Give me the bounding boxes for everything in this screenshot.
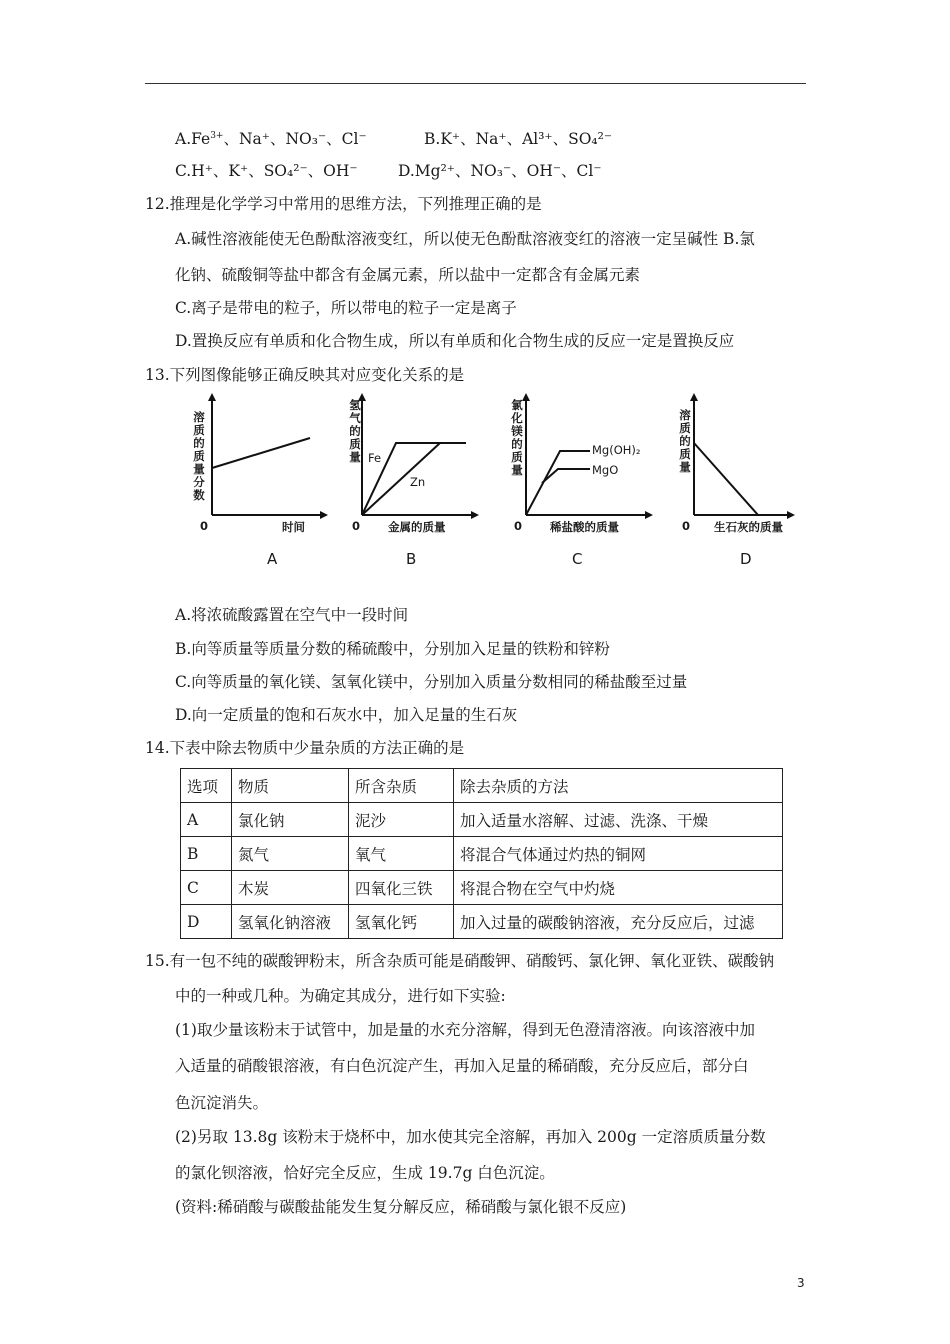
q15-note: (资料:稀硝酸与碳酸盐能发生复分解反应，稀硝酸与氯化银不反应): [175, 1198, 627, 1216]
table-header-cell: 选项: [181, 769, 232, 803]
q15-part1-line1: (1)取少量该粉末于试管中，加是量的水充分溶解，得到无色澄清溶液。向该溶液中加: [175, 1021, 755, 1039]
table-cell: 将混合物在空气中灼烧: [454, 871, 783, 905]
chart-c-series-mgo: MgO: [592, 463, 619, 477]
table-row: [181, 803, 783, 837]
chart-a-caption: A: [267, 550, 278, 568]
table-cell: C: [181, 871, 232, 905]
q11-option-c: C.H⁺、K⁺、SO₄²⁻、OH⁻: [175, 162, 358, 180]
chart-d-caption: D: [740, 550, 752, 568]
table-cell: 加入适量水溶解、过滤、洗涤、干燥: [454, 803, 783, 837]
q12-stem: 12.推理是化学学习中常用的思维方法，下列推理正确的是: [145, 195, 542, 213]
chart-d-plot: [678, 393, 800, 533]
table-header-row: [181, 769, 783, 803]
q15-stem-line2: 中的一种或几种。为确定其成分，进行如下实验:: [175, 987, 506, 1005]
table-cell: 氮气: [232, 837, 349, 871]
chart-c-plot: [510, 393, 660, 533]
table-row: [181, 837, 783, 871]
chart-d-origin: 0: [682, 519, 691, 533]
q13-charts: [170, 393, 800, 573]
table-cell: 氢氧化钠溶液: [232, 905, 349, 939]
table-cell: 氢氧化钙: [349, 905, 454, 939]
table-header-cell: 所含杂质: [349, 769, 454, 803]
table-row: [181, 871, 783, 905]
chart-c-xlabel: 稀盐酸的质量: [550, 520, 619, 534]
q13-option-d: D.向一定质量的饱和石灰水中，加入足量的生石灰: [175, 706, 518, 724]
table-cell: 木炭: [232, 871, 349, 905]
table-cell: 加入过量的碳酸钠溶液，充分反应后，过滤: [454, 905, 783, 939]
table-cell: 将混合气体通过灼热的铜网: [454, 837, 783, 871]
chart-d-ylabel: 溶质的质量: [679, 408, 691, 474]
chart-b-series-zn: Zn: [410, 475, 426, 489]
chart-c-ylabel: 氯化镁的质量: [511, 398, 523, 477]
q13-stem: 13.下列图像能够正确反映其对应变化关系的是: [145, 366, 465, 384]
q13-option-b: B.向等质量等质量分数的稀硫酸中，分别加入足量的铁粉和锌粉: [175, 640, 610, 658]
chart-b-xlabel: 金属的质量: [388, 520, 446, 534]
chart-c-caption: C: [572, 550, 583, 568]
header-rule: [145, 83, 806, 84]
q14-stem: 14.下表中除去物质中少量杂质的方法正确的是: [145, 739, 465, 757]
chart-a-plot: [190, 393, 330, 533]
q12-option-d: D.置换反应有单质和化合物生成，所以有单质和化合物生成的反应一定是置换反应: [175, 332, 735, 350]
chart-d-xlabel: 生石灰的质量: [714, 520, 783, 534]
q15-part1-line3: 色沉淀消失。: [175, 1094, 269, 1112]
q15-part2-line2: 的氯化钡溶液，恰好完全反应，生成 19.7g 白色沉淀。: [175, 1164, 555, 1182]
chart-c-mgoh2-line: [526, 451, 590, 515]
chart-c-origin: 0: [514, 519, 523, 533]
chart-a: [190, 393, 330, 573]
table-header-cell: 物质: [232, 769, 349, 803]
chart-b-series-fe: Fe: [368, 451, 382, 465]
chart-b-origin: 0: [352, 519, 361, 533]
chart-a-line: [212, 438, 310, 468]
q12-option-a-line1: A.碱性溶液能使无色酚酞溶液变红，所以使无色酚酞溶液变红的溶液一定呈碱性 B.氯: [175, 230, 755, 248]
chart-b: [348, 393, 488, 573]
chart-c: [510, 393, 660, 573]
chart-a-ylabel: 溶质的质量分数: [193, 410, 205, 502]
chart-d-line: [694, 443, 758, 515]
chart-a-xlabel: 时间: [282, 520, 305, 534]
chart-c-series-mgoh2: Mg(OH)₂: [592, 443, 641, 457]
table-cell: 四氧化三铁: [349, 871, 454, 905]
q11-option-d: D.Mg²⁺、NO₃⁻、OH⁻、Cl⁻: [398, 162, 602, 180]
q12-option-a-line2: 化钠、硫酸铜等盐中都含有金属元素，所以盐中一定都含有金属元素: [175, 266, 641, 284]
table-cell: 泥沙: [349, 803, 454, 837]
page-number: 3: [797, 1276, 805, 1290]
q11-option-a: $A.Fe^{3+}$、Na⁺、NO₃⁻、Cl⁻: [175, 130, 367, 148]
chart-b-ylabel: 氢气的质量: [349, 398, 361, 464]
table-cell: A: [181, 803, 232, 837]
chart-a-origin: 0: [200, 519, 209, 533]
q11-option-b: B.K⁺、Na⁺、Al³⁺、SO₄²⁻: [424, 130, 613, 148]
table-row: [181, 905, 783, 939]
chart-d: [678, 393, 800, 573]
table-cell: 氧气: [349, 837, 454, 871]
table-cell: D: [181, 905, 232, 939]
q15-part2-line1: (2)另取 13.8g 该粉末于烧杯中，加水使其完全溶解，再加入 200g 一定溶质质量分数: [175, 1128, 766, 1146]
q14-table: [180, 768, 783, 939]
q15-stem-line1: 15.有一包不纯的碳酸钾粉末，所含杂质可能是硝酸钾、硝酸钙、氯化钾、氧化亚铁、碳酸钠: [145, 952, 775, 970]
q12-option-c: C.离子是带电的粒子，所以带电的粒子一定是离子: [175, 299, 517, 317]
chart-b-caption: B: [406, 550, 417, 568]
q13-option-a: A.将浓硫酸露置在空气中一段时间: [175, 606, 409, 624]
q13-option-c: C.向等质量的氧化镁、氢氧化镁中，分别加入质量分数相同的稀盐酸至过量: [175, 673, 688, 691]
table-cell: 氯化钠: [232, 803, 349, 837]
q15-part1-line2: 入适量的硝酸银溶液，有白色沉淀产生，再加入足量的稀硝酸，充分反应后，部分白: [175, 1057, 749, 1075]
table-cell: B: [181, 837, 232, 871]
table-header-cell: 除去杂质的方法: [454, 769, 783, 803]
